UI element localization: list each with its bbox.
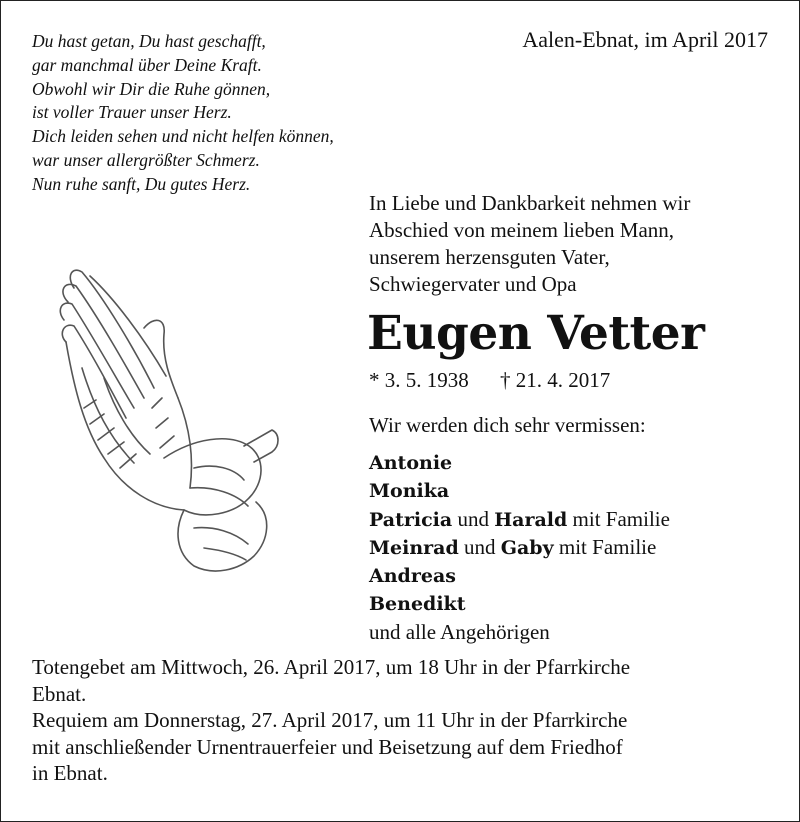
family-member: Monika: [369, 480, 450, 503]
family-member: Antonie: [369, 452, 453, 474]
service-line: mit anschließender Urnentrauerfeier und Beisetzung auf dem Friedhof: [32, 734, 623, 759]
service-line: Requiem am Donnerstag, 27. April 2017, um 11 Uhr in der Pfarrkirche: [32, 708, 628, 732]
family-line: [369, 534, 670, 562]
family-member: Meinrad: [369, 536, 459, 559]
family-line: [369, 562, 670, 590]
poem-line: gar manchmal über Deine Kraft.: [32, 54, 262, 75]
service-info: [32, 654, 782, 787]
intro-text: [369, 190, 690, 298]
with-family: mit Familie: [558, 534, 657, 559]
poem-line: Du hast getan, Du hast geschafft,: [32, 31, 266, 51]
family-member: Andreas: [369, 565, 456, 588]
intro-line: unserem herzensguten Vater,: [369, 245, 610, 269]
family-member: Benedikt: [369, 593, 466, 616]
praying-hands-icon: [44, 258, 284, 578]
deceased-name: Eugen Vetter: [367, 306, 705, 361]
life-dates: [369, 368, 636, 393]
service-line: in Ebnat.: [32, 761, 108, 785]
poem-line: Dich leiden sehen und nicht helfen können,: [32, 126, 334, 147]
death-date: † 21. 4. 2017: [500, 368, 611, 392]
intro-line: Abschied von meinem lieben Mann,: [369, 218, 675, 242]
poem-line: war unser allergrößter Schmerz.: [32, 149, 260, 170]
family-member: Patricia: [369, 508, 453, 531]
service-line: Ebnat.: [32, 681, 87, 706]
with-family: mit Familie: [572, 506, 670, 531]
intro-line: In Liebe und Dankbarkeit nehmen wir: [369, 191, 691, 215]
poem: [32, 30, 462, 197]
service-line: Totengebet am Mittwoch, 26. April 2017, um 18 Uhr in der Pfarrkirche: [32, 655, 631, 679]
intro-line: Schwiegervater und Opa: [369, 272, 577, 296]
family-line: [369, 590, 670, 618]
place-date: Aalen-Ebnat, im April 2017: [522, 27, 768, 52]
miss-text: Wir werden dich sehr vermissen:: [369, 413, 646, 437]
family-member: Gaby: [500, 536, 554, 559]
family-line: [369, 449, 670, 477]
birth-date: * 3. 5. 1938: [369, 368, 469, 392]
family-list: [369, 449, 670, 646]
family-line: [369, 506, 670, 534]
poem-line: Obwohl wir Dir die Ruhe gönnen,: [32, 78, 271, 99]
family-line: [369, 477, 670, 505]
conjunction: und: [464, 534, 496, 559]
poem-line: Nun ruhe sanft, Du gutes Herz.: [32, 173, 251, 194]
family-line: und alle Angehörigen: [369, 619, 550, 644]
conjunction: und: [457, 506, 489, 531]
family-member: Harald: [494, 508, 568, 531]
poem-line: ist voller Trauer unser Herz.: [32, 102, 232, 123]
